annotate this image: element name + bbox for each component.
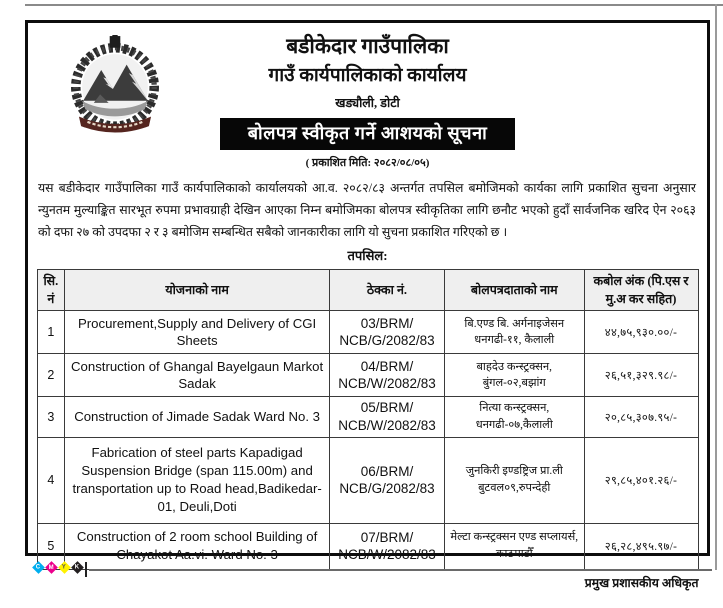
contract-line1: 04/BRM/	[360, 358, 414, 374]
contract-line2: NCB/W/2082/83	[338, 418, 436, 434]
cell-project: Construction of 2 room school Building of Chayakot Aa.vi. Ward No. 3	[65, 523, 330, 569]
contract-line2: NCB/W/2082/83	[338, 547, 436, 563]
cell-contract-no	[330, 437, 445, 523]
notice-document	[25, 20, 710, 590]
bid-table	[37, 269, 699, 569]
contract-line1: 05/BRM/	[360, 400, 414, 416]
cell-bidder: बि.एण्ड बि. अर्गनाइजेसन धनगढी-११, कैलाली	[444, 311, 584, 354]
table-row	[37, 523, 698, 569]
table-caption: तपसिल:	[347, 248, 388, 264]
black-registration-diamond-icon: K	[71, 561, 84, 574]
scan-crop-line-right	[715, 4, 717, 570]
cell-project: Fabrication of steel parts Kapadigad Suspension Bridge (span 115.00m) and transportation up to Road head,Badikedar-01, Deuli,Doti	[65, 437, 330, 523]
header-sn: सि. नं	[37, 270, 65, 311]
table-header-row	[37, 270, 698, 311]
cell-sn: 2	[37, 354, 65, 397]
municipality-name: बडीकेदार गाउँपालिका	[286, 34, 449, 58]
scan-crop-line-bottom	[89, 569, 712, 571]
table-row	[37, 354, 698, 397]
cell-project: Construction of Ghangal Bayelgaun Markot Sadak	[65, 354, 330, 397]
header-contract-no: ठेक्का नं.	[330, 270, 445, 311]
cell-amount: ४४,७५,९३०.००/-	[584, 311, 698, 354]
cell-amount: २६,२८,४९५.९७/-	[584, 523, 698, 569]
cell-contract-no	[330, 354, 445, 397]
scan-crop-tick	[85, 562, 87, 577]
cyan-registration-diamond-icon: C	[32, 561, 45, 574]
cell-contract-no	[330, 311, 445, 354]
yellow-registration-diamond-icon: Y	[58, 561, 71, 574]
contract-line1: 06/BRM/	[360, 463, 414, 479]
notice-title-banner: बोलपत्र स्वीकृत गर्ने आशयको सूचना	[220, 118, 516, 150]
contract-line2: NCB/G/2082/83	[339, 481, 435, 497]
contract-line2: NCB/G/2082/83	[339, 333, 435, 349]
cell-project: Construction of Jimade Sadak Ward No. 3	[65, 397, 330, 437]
cell-project: Procurement,Supply and Delivery of CGI Sheets	[65, 311, 330, 354]
municipality-emblem-icon	[62, 35, 168, 141]
cell-amount: २६,५१,३२९.९८/-	[584, 354, 698, 397]
cell-amount: २०,८५,३०७.९५/-	[584, 397, 698, 437]
published-date: ( प्रकाशित मिति: २०८२/०८/०५)	[305, 157, 430, 169]
office-name: गाउँ कार्यपालिकाको कार्यालय	[268, 65, 467, 87]
cell-contract-no	[330, 523, 445, 569]
cell-sn: 3	[37, 397, 65, 437]
cell-sn: 4	[37, 437, 65, 523]
notice-body-paragraph: यस बडीकेदार गाउँपालिका गाउँ कार्यपालिकाको कार्यालयको आ.व. २०८२/८३ अन्तर्गत तपसिल बमोजिमको कार्यका लागि प्रकाशित सुचना अनुसार न्युनतम मुल्याङ्कित सारभूत रुपमा प्रभावग्राही देखिन आएका निम्न बमोजिमका बोलपत्र स्वीकृतिका लागि छनौट भएको हुदाँ सार्वजनिक खरिद ऐन २०६३ को दफा २७ को उपदफा २ र ३ बमोजिम सम्बन्धित सबैको जानकारीका लागि यो सुचना प्रकाशित गरिएको छ ।	[38, 181, 696, 240]
cell-contract-no	[330, 397, 445, 437]
table-row	[37, 437, 698, 523]
signature-title: प्रमुख प्रशासकीय अधिकृत	[584, 575, 699, 590]
table-row	[37, 311, 698, 354]
office-address: खड्यौली, डोटी	[335, 96, 400, 110]
cell-bidder: बाहदेउ कन्स्ट्रक्सन, बुंगल-०२,बझांग	[444, 354, 584, 397]
cell-bidder: मेल्टा कन्स्ट्रक्सन एण्ड सप्लायर्स, काठमाडौँ	[444, 523, 584, 569]
cell-sn: 1	[37, 311, 65, 354]
contract-line1: 07/BRM/	[360, 529, 414, 545]
magenta-registration-diamond-icon: M	[45, 561, 58, 574]
scan-crop-line-top	[25, 4, 723, 6]
contract-line2: NCB/W/2082/83	[338, 376, 436, 392]
cell-sn: 5	[37, 523, 65, 569]
cmyk-registration-marks	[34, 563, 82, 572]
header-quoted-amount: कबोल अंक (पि.एस र मु.अ कर सहित)	[584, 270, 698, 311]
cell-bidder: नित्या कन्स्ट्रक्सन, धनगढी-०७,कैलाली	[444, 397, 584, 437]
contract-line1: 03/BRM/	[360, 315, 414, 331]
header-project-name: योजनाको नाम	[65, 270, 330, 311]
cell-bidder: जुनकिरी इण्डष्ट्रिज प्रा.ली बुटवल०९,रुपन्देही	[444, 437, 584, 523]
cell-amount: २९,८५,४०१.२६/-	[584, 437, 698, 523]
table-row	[37, 397, 698, 437]
header-bidder-name: बोलपत्रदाताको नाम	[444, 270, 584, 311]
